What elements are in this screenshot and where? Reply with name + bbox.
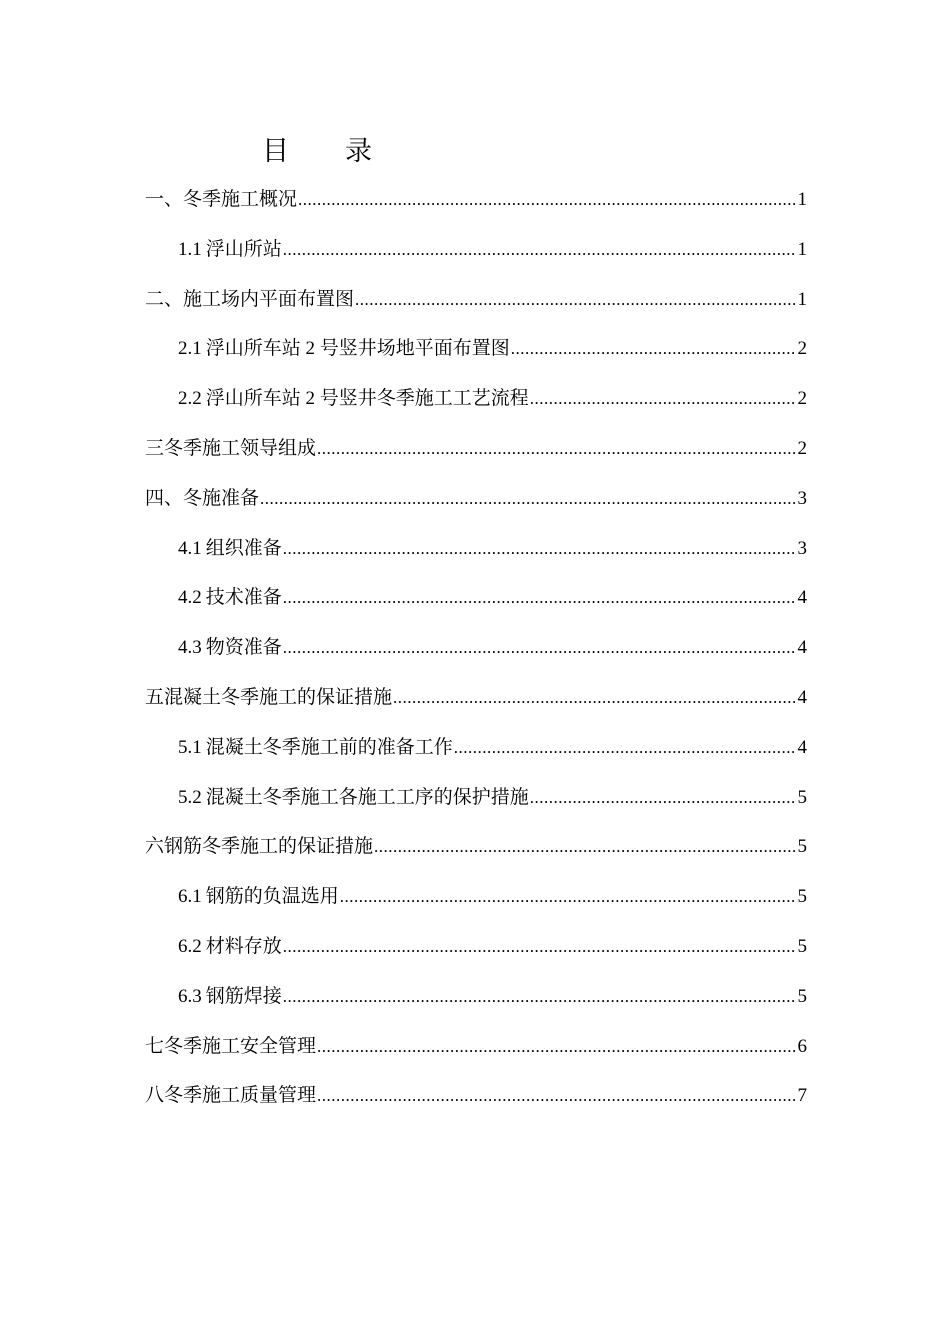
toc-entry-text: 钢筋的负温选用 — [205, 886, 339, 908]
toc-entry-page-number: 5 — [797, 935, 807, 957]
toc-entry-number: 三 — [145, 437, 165, 459]
toc-entry[interactable] — [145, 431, 807, 481]
toc-dot-leader — [374, 829, 796, 865]
toc-dot-leader — [283, 232, 796, 268]
toc-entry[interactable] — [145, 730, 807, 780]
toc-dot-leader — [317, 1078, 796, 1114]
toc-entry-text: 冬季施工安全管理 — [164, 1035, 317, 1057]
toc-entry-number: 二、 — [145, 288, 184, 310]
toc-entry-text: 钢筋焊接 — [205, 985, 282, 1007]
toc-entry-page-number: 1 — [797, 238, 807, 260]
toc-dot-leader — [283, 929, 796, 965]
toc-entry[interactable] — [145, 780, 807, 830]
toc-entry-text: 钢筋冬季施工的保证措施 — [164, 836, 374, 858]
toc-entry-page-number: 7 — [797, 1085, 807, 1107]
toc-dot-leader — [283, 580, 796, 616]
toc-entry-number: 1.1 — [178, 238, 202, 260]
toc-entry-number: 四、 — [145, 487, 184, 509]
toc-entry-page-number: 5 — [797, 836, 807, 858]
toc-entry-number: 八 — [145, 1085, 165, 1107]
toc-entry-number: 6.1 — [178, 886, 202, 908]
toc-dot-leader — [454, 730, 796, 766]
toc-entry[interactable] — [145, 232, 807, 282]
toc-entry[interactable] — [145, 182, 807, 232]
toc-entry-page-number: 4 — [797, 736, 807, 758]
toc-entry-text: 冬季施工概况 — [183, 189, 298, 210]
toc-dot-leader — [317, 1029, 796, 1065]
toc-entry[interactable] — [145, 381, 807, 431]
toc-entry-page-number: 3 — [797, 537, 807, 559]
toc-entry-page-number: 1 — [797, 189, 807, 210]
toc-entry-number: 6.3 — [178, 985, 202, 1007]
toc-entry-page-number: 2 — [797, 388, 807, 410]
toc-entry-text: 施工场内平面布置图 — [183, 288, 355, 310]
toc-entry-text: 混凝土冬季施工前的准备工作 — [205, 736, 453, 758]
toc-entry-page-number: 4 — [797, 686, 807, 708]
toc-entry-text: 浮山所车站 2 号竖井冬季施工工艺流程 — [205, 388, 529, 410]
toc-dot-leader — [530, 780, 796, 816]
toc-entry-number: 6.2 — [178, 935, 202, 957]
toc-title-right: 录 — [345, 136, 372, 166]
toc-entry[interactable] — [145, 879, 807, 929]
toc-entry-page-number: 4 — [797, 637, 807, 659]
toc-entry-number: 七 — [145, 1035, 165, 1057]
toc-entry-page-number: 3 — [797, 487, 807, 509]
toc-title — [262, 133, 372, 169]
toc-entry[interactable] — [145, 630, 807, 680]
toc-dot-leader — [511, 331, 796, 367]
toc-entry-page-number: 5 — [797, 985, 807, 1007]
toc-entry-text: 冬施准备 — [183, 487, 260, 509]
toc-dot-leader — [317, 431, 796, 467]
toc-entry-number: 2.1 — [178, 338, 202, 360]
toc-entry-text: 物资准备 — [205, 637, 282, 659]
toc-dot-leader — [260, 481, 796, 517]
toc-entry-text: 浮山所站 — [205, 238, 282, 260]
toc-entry-number: 5.2 — [178, 786, 202, 808]
toc-entry-number: 一、 — [145, 189, 184, 210]
toc-entry[interactable] — [145, 282, 807, 332]
toc-entry-number: 4.1 — [178, 537, 202, 559]
toc-entry[interactable] — [145, 331, 807, 381]
toc-entry-text: 冬季施工领导组成 — [164, 437, 317, 459]
toc-entry-page-number: 5 — [797, 786, 807, 808]
toc-dot-leader — [393, 680, 796, 716]
toc-entry[interactable] — [145, 531, 807, 581]
toc-dot-leader — [355, 282, 796, 318]
table-of-contents — [145, 182, 807, 1128]
toc-entry-number: 5.1 — [178, 736, 202, 758]
toc-entry-text: 组织准备 — [205, 537, 282, 559]
toc-entry-text: 冬季施工质量管理 — [164, 1085, 317, 1107]
toc-entry-page-number: 1 — [797, 288, 807, 310]
toc-entry-number: 六 — [145, 836, 165, 858]
toc-entry-number: 2.2 — [178, 388, 202, 410]
toc-entry-number: 4.2 — [178, 587, 202, 609]
toc-entry[interactable] — [145, 1029, 807, 1079]
toc-entry[interactable] — [145, 1078, 807, 1128]
toc-title-left: 目 — [262, 136, 289, 166]
toc-entry-text: 混凝土冬季施工的保证措施 — [164, 686, 393, 708]
toc-entry-text: 技术准备 — [205, 587, 282, 609]
toc-entry[interactable] — [145, 829, 807, 879]
toc-entry-text: 材料存放 — [205, 935, 282, 957]
toc-entry-number: 4.3 — [178, 637, 202, 659]
toc-entry-page-number: 2 — [797, 437, 807, 459]
toc-dot-leader — [340, 879, 796, 915]
toc-dot-leader — [530, 381, 796, 417]
toc-dot-leader — [283, 531, 796, 567]
toc-entry-text: 混凝土冬季施工各施工工序的保护措施 — [205, 786, 529, 808]
toc-entry-page-number: 6 — [797, 1035, 807, 1057]
toc-entry-page-number: 5 — [797, 886, 807, 908]
toc-entry-text: 浮山所车站 2 号竖井场地平面布置图 — [205, 338, 510, 360]
toc-entry[interactable] — [145, 580, 807, 630]
toc-entry[interactable] — [145, 680, 807, 730]
toc-entry-number: 五 — [145, 686, 165, 708]
toc-dot-leader — [283, 630, 796, 666]
toc-entry-page-number: 2 — [797, 338, 807, 360]
toc-entry[interactable] — [145, 979, 807, 1029]
toc-entry-page-number: 4 — [797, 587, 807, 609]
toc-entry[interactable] — [145, 481, 807, 531]
toc-dot-leader — [283, 979, 796, 1015]
toc-entry[interactable] — [145, 929, 807, 979]
toc-dot-leader — [298, 182, 796, 218]
